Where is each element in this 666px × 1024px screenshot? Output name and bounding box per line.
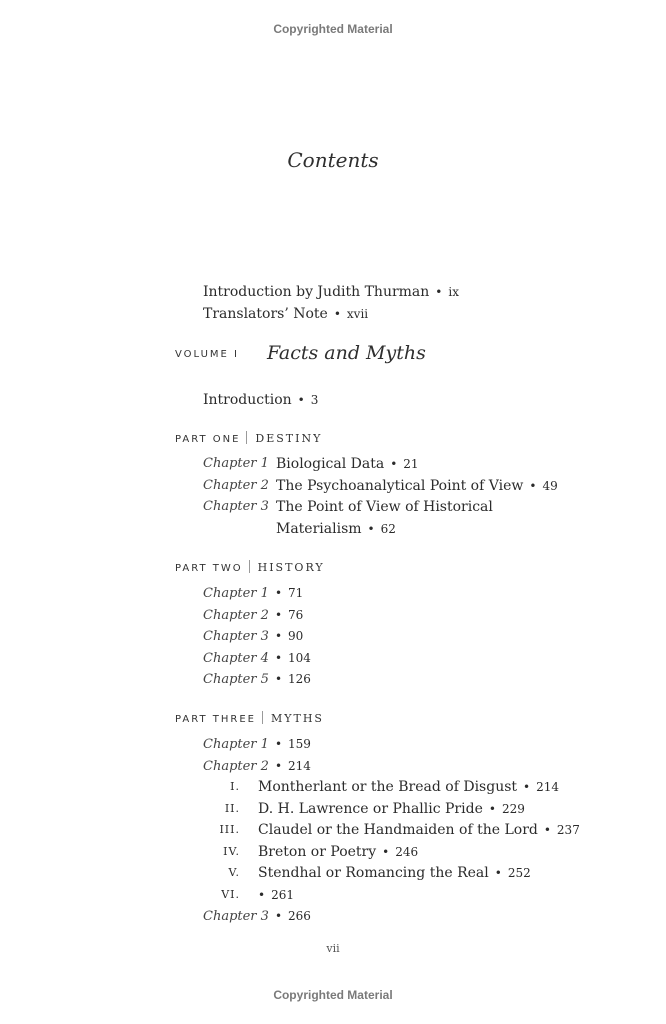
entry-page: 3	[310, 393, 319, 407]
entry-title: Introduction	[203, 392, 292, 408]
separator-dot: •	[390, 457, 398, 471]
page-title: Contents	[287, 148, 379, 172]
toc-entry-historical-materialism[interactable]: The Point of View of Historical	[276, 499, 493, 515]
part-one-heading	[175, 431, 322, 445]
part-name: MYTHS	[270, 712, 324, 725]
separator-dot: •	[333, 307, 341, 321]
toc-entry-montherlant[interactable]: Montherlant or the Bread of Disgust • 214	[258, 779, 560, 795]
part-three-heading	[175, 711, 324, 725]
section-numeral: VI.	[221, 888, 240, 901]
section-numeral: IV.	[223, 845, 240, 858]
section-numeral: III.	[219, 823, 240, 836]
entry-page: ix	[448, 285, 459, 299]
toc-entry-introduction[interactable]	[203, 391, 318, 409]
copyright-footer: Copyrighted Material	[273, 988, 393, 1002]
section-numeral: V.	[228, 866, 240, 879]
toc-entry-psychoanalytical[interactable]: The Psychoanalytical Point of View • 49	[276, 478, 558, 494]
toc-entry-section-vi[interactable]: • 261	[258, 888, 294, 902]
toc-entry-claudel[interactable]: Claudel or the Handmaiden of the Lord • 237	[258, 822, 580, 838]
entry-title: Introduction by Judith Thurman	[203, 284, 430, 300]
part-two-heading	[175, 560, 325, 574]
toc-entry-historical-materialism-cont[interactable]: Materialism • 62	[276, 521, 396, 537]
volume-label: VOLUME I	[175, 349, 240, 360]
toc-entry-stendhal[interactable]: Stendhal or Romancing the Real • 252	[258, 865, 531, 881]
part-divider	[262, 711, 263, 724]
entry-page: xvii	[346, 307, 369, 321]
toc-entry-myths-chapter-1[interactable]: Chapter 1 • 159	[203, 737, 311, 752]
separator-dot: •	[435, 285, 443, 299]
toc-entry-translators-note[interactable]	[203, 305, 368, 323]
part-label: PART ONE	[175, 434, 241, 445]
toc-entry-myths-chapter-2[interactable]: Chapter 2 • 214	[203, 759, 311, 774]
copyright-header: Copyrighted Material	[273, 22, 393, 36]
toc-entry-lawrence[interactable]: D. H. Lawrence or Phallic Pride • 229	[258, 801, 525, 817]
toc-entry-history-chapter-2[interactable]: Chapter 2 • 76	[203, 608, 304, 623]
separator-dot: •	[367, 522, 375, 536]
chapter-label[interactable]: Chapter 2	[203, 478, 269, 493]
entry-title: Translators’ Note	[203, 306, 328, 322]
toc-entry-history-chapter-3[interactable]: Chapter 3 • 90	[203, 629, 304, 644]
toc-entry-history-chapter-4[interactable]: Chapter 4 • 104	[203, 651, 311, 666]
part-name: DESTINY	[255, 432, 323, 445]
toc-entry-myths-chapter-3[interactable]: Chapter 3 • 266	[203, 909, 311, 924]
toc-entry-biological-data[interactable]: Biological Data • 21	[276, 456, 419, 472]
part-label: PART THREE	[175, 714, 256, 725]
part-divider	[246, 431, 247, 444]
toc-entry-history-chapter-5[interactable]: Chapter 5 • 126	[203, 672, 311, 687]
part-divider	[249, 560, 250, 573]
volume-title: Facts and Myths	[267, 342, 426, 364]
section-numeral: II.	[224, 802, 240, 815]
part-name: HISTORY	[257, 561, 325, 574]
toc-entry-breton[interactable]: Breton or Poetry • 246	[258, 844, 419, 860]
chapter-label[interactable]: Chapter 3	[203, 499, 269, 514]
chapter-label[interactable]: Chapter 1	[203, 456, 269, 471]
page-number: vii	[326, 942, 340, 955]
separator-dot: •	[529, 479, 537, 493]
toc-entry-introduction-thurman[interactable]	[203, 283, 459, 301]
separator-dot: •	[297, 393, 305, 407]
section-numeral: I.	[230, 780, 240, 793]
part-label: PART TWO	[175, 563, 243, 574]
toc-entry-history-chapter-1[interactable]: Chapter 1 • 71	[203, 586, 304, 601]
